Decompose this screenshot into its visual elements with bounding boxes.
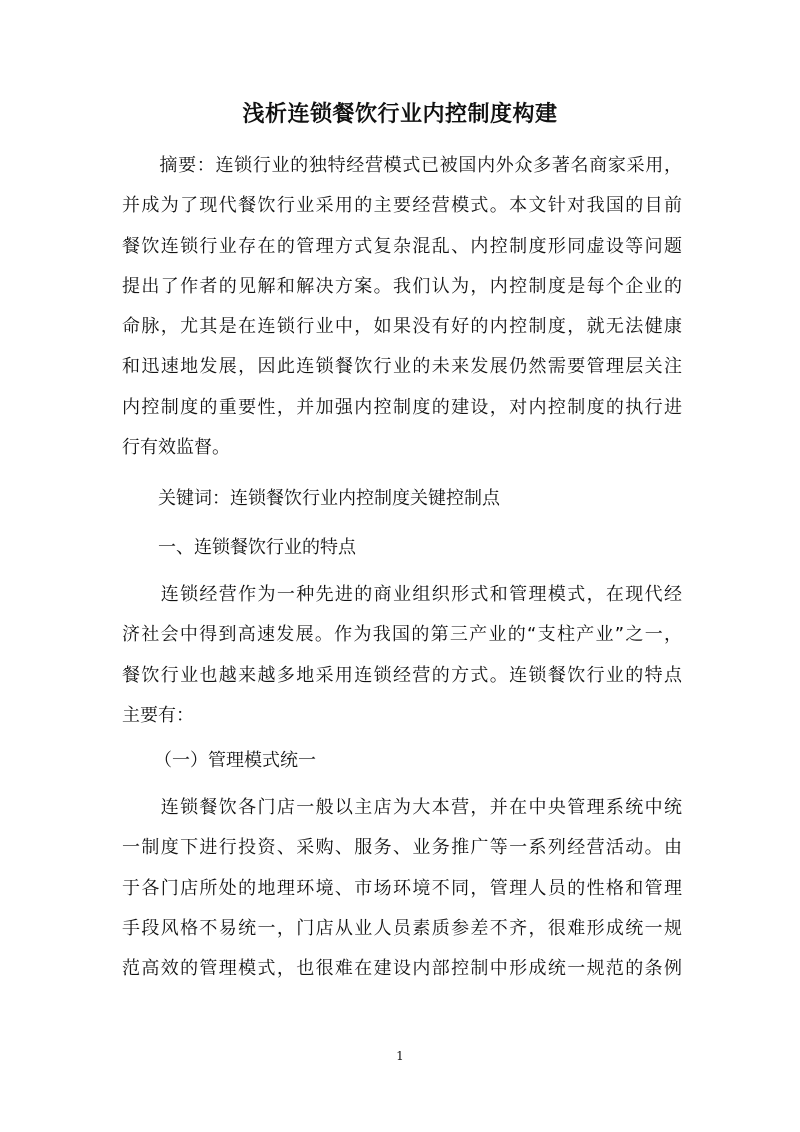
text-line: 摘要：连锁行业的独特经营模式已被国内外众多著名商家采用， xyxy=(122,155,682,176)
keywords-line: 关键词：连锁餐饮行业内控制度关键控制点 xyxy=(158,488,500,509)
text-line: 连锁经营作为一种先进的商业组织形式和管理模式，在现代经 xyxy=(122,584,682,605)
text-line: 并成为了现代餐饮行业采用的主要经营模式。本文针对我国的目前 xyxy=(122,195,682,217)
section-1-paragraph xyxy=(122,575,682,736)
text-line: 连锁餐饮各门店一般以主店为大本营，并在中央管理系统中统 xyxy=(122,797,682,818)
text-line: 手段风格不易统一，门店从业人员素质参差不齐，很难形成统一规 xyxy=(122,917,682,939)
text-line: 主要有： xyxy=(122,704,194,726)
subsection-1-paragraph xyxy=(122,788,682,989)
text-line: 济社会中得到高速发展。作为我国的第三产业的“支柱产业”之一， xyxy=(122,624,682,646)
text-line: 一制度下进行投资、采购、服务、业务推广等一系列经营活动。由 xyxy=(122,837,682,859)
text-line: 餐饮连锁行业存在的管理方式复杂混乱、内控制度形同虚设等问题 xyxy=(122,235,682,257)
page-number: 1 xyxy=(396,1049,404,1063)
subsection-heading: （一）管理模式统一 xyxy=(154,750,316,771)
text-line: 餐饮行业也越来越多地采用连锁经营的方式。连锁餐饮行业的特点 xyxy=(122,664,682,686)
text-line: 内控制度的重要性，并加强内控制度的建设，对内控制度的执行进 xyxy=(122,396,682,418)
text-line: 提出了作者的见解和解决方案。我们认为，内控制度是每个企业的 xyxy=(122,275,682,297)
text-line: 于各门店所处的地理环境、市场环境不同，管理人员的性格和管理 xyxy=(122,877,682,899)
abstract-paragraph xyxy=(122,146,682,468)
text-line: 范高效的管理模式，也很难在建设内部控制中形成统一规范的条例 xyxy=(122,958,682,980)
text-line: 行有效监督。 xyxy=(122,437,230,459)
text-line: 和迅速地发展，因此连锁餐饮行业的未来发展仍然需要管理层关注 xyxy=(122,356,682,378)
document-title: 浅析连锁餐饮行业内控制度构建 xyxy=(242,102,558,127)
section-heading: 一、连锁餐饮行业的特点 xyxy=(158,537,356,558)
text-line: 命脉，尤其是在连锁行业中，如果没有好的内控制度，就无法健康 xyxy=(122,316,682,338)
